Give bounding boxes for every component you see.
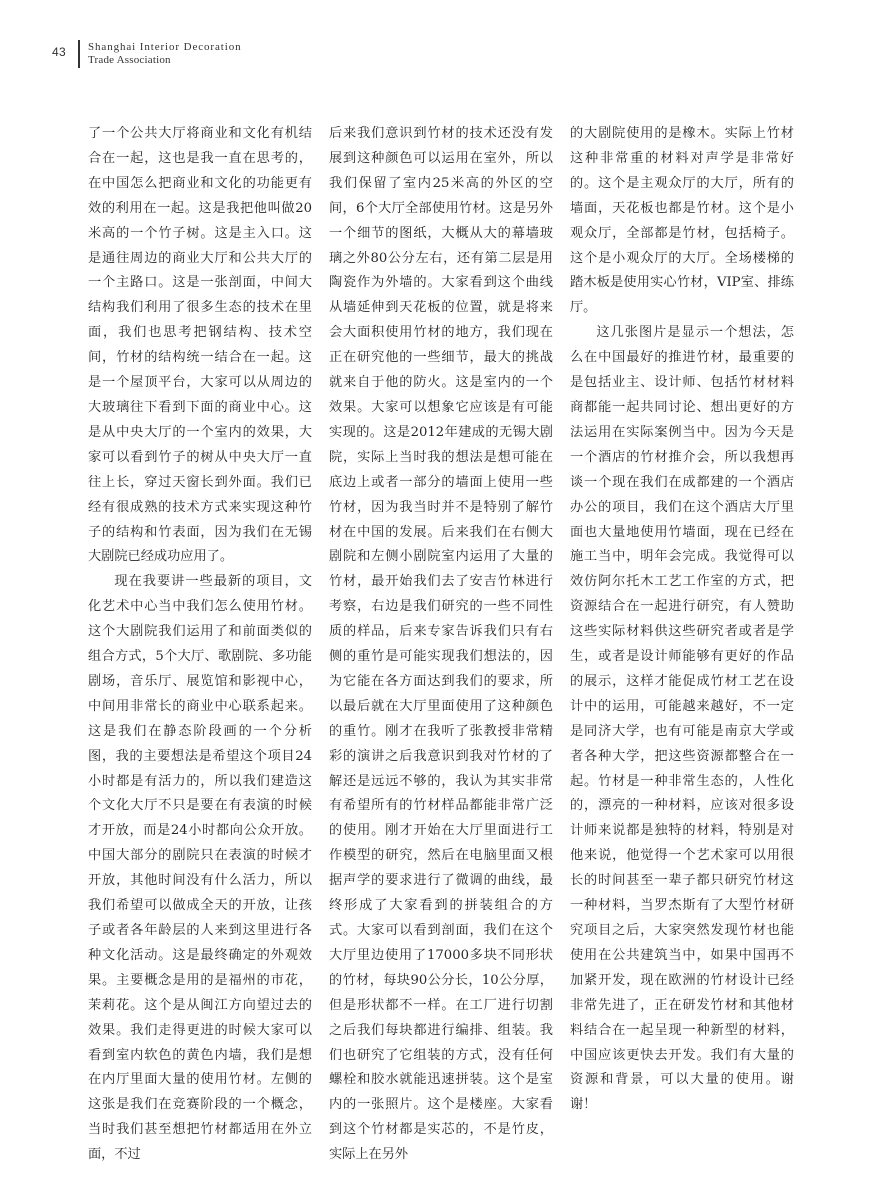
article-body bbox=[88, 122, 808, 1163]
association-name-line-2: Trade Association bbox=[88, 54, 171, 66]
paragraph: 后来我们意识到竹材的技术还没有发展到这种颜色可以运用在室外，所以我们保留了室内25米高的外区的空间，6个大厅全部使用竹材。这是另外一个细节的图纸，大概从大的幕墙玻璃之外80公分左右，还有第二层是用陶瓷作为外墙的。大家看到这个曲线从墙延伸到天花板的位置，就是将来会大面积使用竹材的地方，我们现在正在研究他的一些细节，最大的挑战就来自于他的防火。这是室内的一个效果。大家可以想象它应该是有可能实现的。这是2012年建成的无锡大剧院，实际上当时我的想法是想可能在底边上或者一部分的墙面上使用一些竹材，因为我当时并不是特别了解竹材在中国的发展。后来我们在右侧大剧院和左侧小剧院室内运用了大量的竹材，最开始我们去了安吉竹林进行考察，右边是我们研究的一些不同性质的样品，后来专家告诉我们只有右侧的重竹是可能实现我们想法的，因为它能在各方面达到我们的要求，所以最后就在大厅里面使用了这种颜色的重竹。刚才在我听了张教授非常精彩的演讲之后我意识到我对竹材的了解还是远远不够的，我认为其实非常有希望所有的竹材样品都能非常广泛的使用。刚才开始在大厅里面进行工作模型的研究，然后在电脑里面又根据声学的要求进行了微调的曲线，最终形成了大家看到的拼装组合的方式。大家可以看到剖面，我们在这个大厅里边使用了17000多块不同形状的竹材，每块90公分长，10公分厚，但是形状都不一样。在工厂进行切割之后我们每块都进行编排、组装。我们也研究了它组装的方式，没有任何螺栓和胶水就能迅速拼装。这个是室内的一张照片。这个是楼座。大家看到这个竹材都是实芯的，不是竹皮，实际上在另外 bbox=[329, 126, 553, 1163]
header-divider bbox=[78, 40, 80, 68]
text-column-2 bbox=[329, 122, 553, 1168]
paragraph: 这几张图片是显示一个想法，怎么在中国最好的推进竹材，最重要的是包括业主、设计师、包括竹材材料商都能一起共同讨论、想出更好的方法运用在实际案例当中。因为今天是一个酒店的竹材推介会，所以我想再谈一个现在我们在成都建的一个酒店办公的项目，我们在这个酒店大厅里面也大量地使用竹墙面，现在已经在施工当中，明年会完成。我觉得可以效仿阿尔托木工艺工作室的方式，把资源结合在一起进行研究，有人赞助这些实际材料供这些研究者或者是学生，或者是设计师能够有更好的作品的展示，这样才能促成竹材工艺在设计中的运用，可能越来越好，不一定是同济大学，也有可能是南京大学或者各种大学，把这些资源都整合在一起。竹材是一种非常生态的，人性化的，漂亮的一种材料，应该对很多设计师来说都是独特的材料，特别是对他来说，他觉得一个艺术家可以用很长的时间甚至一辈子都只研究竹材这一种材料，当罗杰斯有了大型竹材研究项目之后，大家突然发现竹材也能使用在公共建筑当中，如果中国再不加紧开发，现在欧洲的竹材设计已经非常先进了，正在研发竹材和其他材料结合在一起呈现一种新型的材料，中国应该更快去开发。我们有大量的资源和背景，可以大量的使用。谢谢！ bbox=[570, 325, 794, 1113]
paragraph: 的大剧院使用的是橡木。实际上竹材这种非常重的材料对声学是非常好的。这个是主观众厅的大厅，所有的墙面，天花板也都是竹材。这个是小观众厅，全部都是竹材，包括椅子。这个是小观众厅的大厅。全场楼梯的踏木板是使用实心竹材，VIP室、排练厅。 bbox=[570, 126, 794, 316]
association-name bbox=[88, 41, 242, 67]
paragraph: 了一个公共大厅将商业和文化有机结合在一起，这也是我一直在思考的，在中国怎么把商业和文化的功能更有效的利用在一起。这是我把他叫做20米高的一个竹子树。这是主入口。这是通往周边的商业大厅和公共大厅的一个主路口。这是一张剖面，中间大结构我们利用了很多生态的技术在里面，我们也思考把钢结构、技术空间，竹材的结构统一结合在一起。这是一个屋顶平台，大家可以从周边的大玻璃往下看到下面的商业中心。这是从中央大厅的一个室内的效果，大家可以看到竹子的树从中央大厅一直往上长，穿过天窗长到外面。我们已经有很成熟的技术方式来实现这种竹子的结构和竹表面，因为我们在无锡大剧院已经成功应用了。 bbox=[88, 126, 312, 565]
text-column-1 bbox=[88, 122, 312, 1168]
paragraph: 现在我要讲一些最新的项目，文化艺术中心当中我们怎么使用竹材。这个大剧院我们运用了和前面类似的组合方式，5个大厅、歌剧院、多功能剧场，音乐厅、展览馆和影视中心，中间用非常长的商业中心联系起来。这是我们在静态阶段画的一个分析图，我的主要想法是希望这个项目24小时都是有活力的，所以我们建造这个文化大厅不只是要在有表演的时候才开放，而是24小时都向公众开放。中国大部分的剧院只在表演的时候才开放，其他时间没有什么活力，所以我们希望可以做成全天的开放，让孩子或者各年龄层的人来到这里进行各种文化活动。这是最终确定的外观效果。主要概念是用的是福州的市花，茉莉花。这个是从闽江方向望过去的效果。我们走得更进的时候大家可以看到室内软色的黄色内墙，我们是想在内厅里面大量的使用竹材。左侧的这张是我们在竞赛阶段的一个概念，当时我们甚至想把竹材都适用在外立面，不过 bbox=[88, 574, 312, 1163]
page-number: 43 bbox=[52, 45, 66, 59]
association-name-line-1: Shanghai Interior Decoration bbox=[88, 41, 242, 53]
text-column-3 bbox=[570, 122, 794, 1118]
